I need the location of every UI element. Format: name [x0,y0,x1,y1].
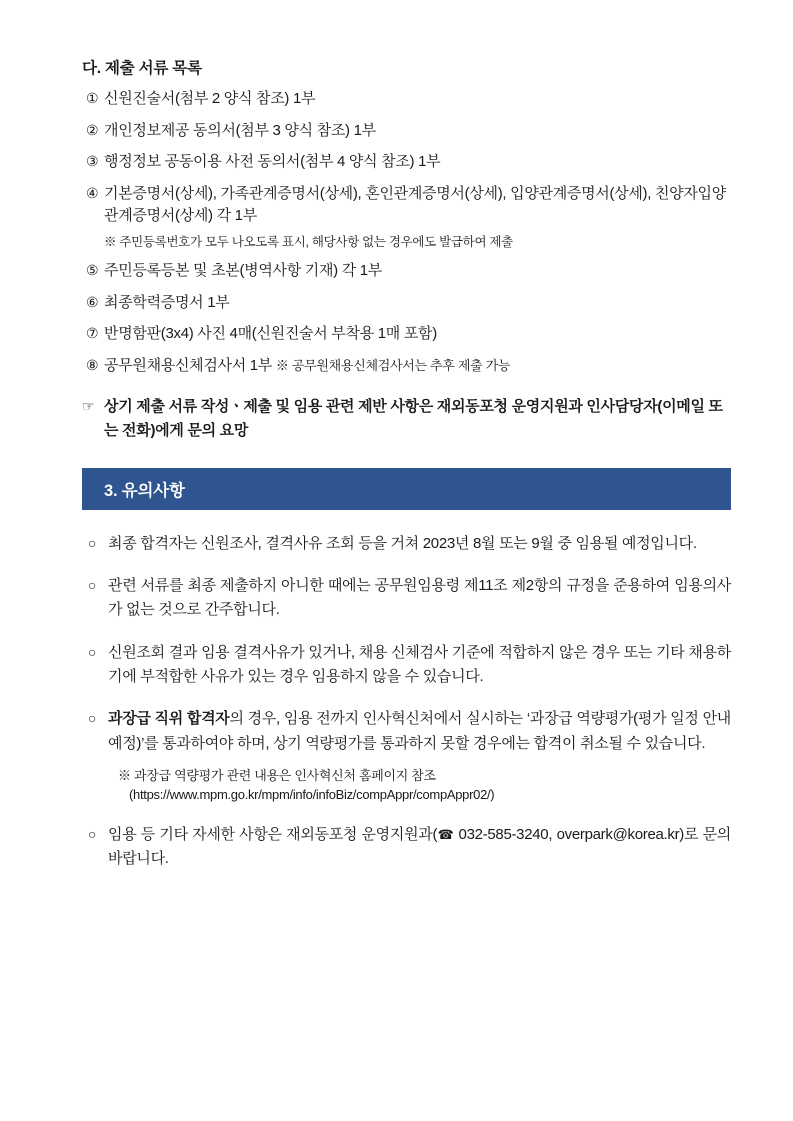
list-item-text: 기본증명서(상세), 가족관계증명서(상세), 혼인관계증명서(상세), 입양관계증명서(상세), 친양자입양관계증명서(상세) 각 1부 [104,184,726,224]
list-item [82,88,731,111]
list-item [82,323,731,346]
pointing-hand-icon: ☞ [82,398,95,415]
section-c-heading: 다. 제출 서류 목록 [82,60,202,77]
list-item-text: 행정정보 공동이용 사전 동의서(첨부 4 양식 참조) 1부 [104,153,441,170]
list-item-subnote-wrap [82,766,731,805]
list-item-text: 관련 서류를 최종 제출하지 아니한 때에는 공무원임용령 제11조 제2항의 규정을 준용하여 임용의사가 없는 것으로 간주합니다. [108,577,731,619]
list-item [82,707,731,756]
list-item [82,574,731,623]
list-item-text: 신원진술서(첨부 2 양식 참조) 1부 [104,90,316,107]
list-marker: ④ [86,184,99,201]
list-item-text: 개인정보제공 동의서(첨부 3 양식 참조) 1부 [104,121,376,139]
list-item-text-after-phone: 032-585-3240, overpark@korea.kr)로 문의 바랍니다. [108,825,731,868]
list-item-text: 최종학력증명서 1부 [104,293,230,311]
contact-notice-text: 상기 제출 서류 작성ㆍ제출 및 임용 관련 제반 사항은 재외동포청 운영지원과 인사담당자(이메일 또는 전화)에게 문의 요망 [104,398,723,439]
list-item [82,292,731,315]
list-marker: ③ [86,153,99,169]
list-item-body [104,183,731,252]
list-marker: ① [86,90,99,106]
list-item-body [108,707,731,756]
notice-list [82,532,731,872]
list-item [82,532,731,556]
submission-document-list [82,88,731,377]
list-item-text: 신원조회 결과 임용 결격사유가 있거나, 채용 신체검사 기준에 적합하지 않은 경우 또는 기타 채용하기에 부적합한 사유가 있는 경우 임용하지 않을 수 있습니다. [108,643,731,685]
list-item-inline-note: ※ 공무원채용신체검사서는 추후 제출 가능 [275,357,511,373]
contact-notice [82,395,731,442]
telephone-icon: ☎ [437,826,455,842]
list-item-body [104,355,731,378]
list-marker: ○ [88,710,97,727]
list-marker: ○ [88,577,97,594]
list-item [82,260,731,283]
list-item [82,641,731,690]
list-item-text: 주민등록등본 및 초본(병역사항 기재) 각 1부 [104,262,383,280]
list-marker: ⑥ [86,293,99,310]
list-item [82,120,731,143]
list-item [82,355,731,378]
competency-subnote-url: (https://www.mpm.go.kr/mpm/info/infoBiz/compAppr/compAppr02/) [129,787,495,803]
list-item [82,183,731,252]
list-marker: ② [86,121,99,138]
list-item-body [108,823,731,872]
list-item-note: ※ 주민등록번호가 모두 나오도록 표시, 해당사항 없는 경우에도 발급하여 제출 [104,234,513,249]
list-marker: ○ [88,534,97,551]
list-marker: ○ [88,643,97,660]
list-marker: ⑦ [86,325,99,342]
list-marker: ⑧ [86,356,99,373]
list-item [82,151,731,174]
list-marker: ⑤ [86,262,99,279]
section-3-bar: 3. 유의사항 [82,468,731,510]
list-item-text: 의 경우, 임용 전까지 인사혁신처에서 실시하는 ‘과장급 역량평가(평가 일정 안내 예정)’를 통과하여야 하며, 상기 역량평가를 통과하지 못할 경우에는 합격이 취소될 수 있습니다. [108,710,731,752]
list-item-text: 반명함판(3x4) 사진 4매(신원진술서 부착용 1매 포함) [104,325,437,343]
list-item-text: 최종 합격자는 신원조사, 결격사유 조회 등을 거쳐 2023년 8월 또는 9월 중 임용될 예정입니다. [108,534,697,552]
list-item [82,823,731,872]
list-marker: ○ [88,825,97,842]
competency-subnote-text: ※ 과장급 역량평가 관련 내용은 인사혁신처 홈페이지 참조 [118,767,436,783]
list-item-bold-lead: 과장급 직위 합격자 [108,710,230,728]
list-item-text: 공무원채용신체검사서 1부 [104,356,273,374]
list-item-text-before-phone: 임용 등 기타 자세한 사항은 재외동포청 운영지원과( [108,825,438,843]
competency-subnote [118,766,731,805]
